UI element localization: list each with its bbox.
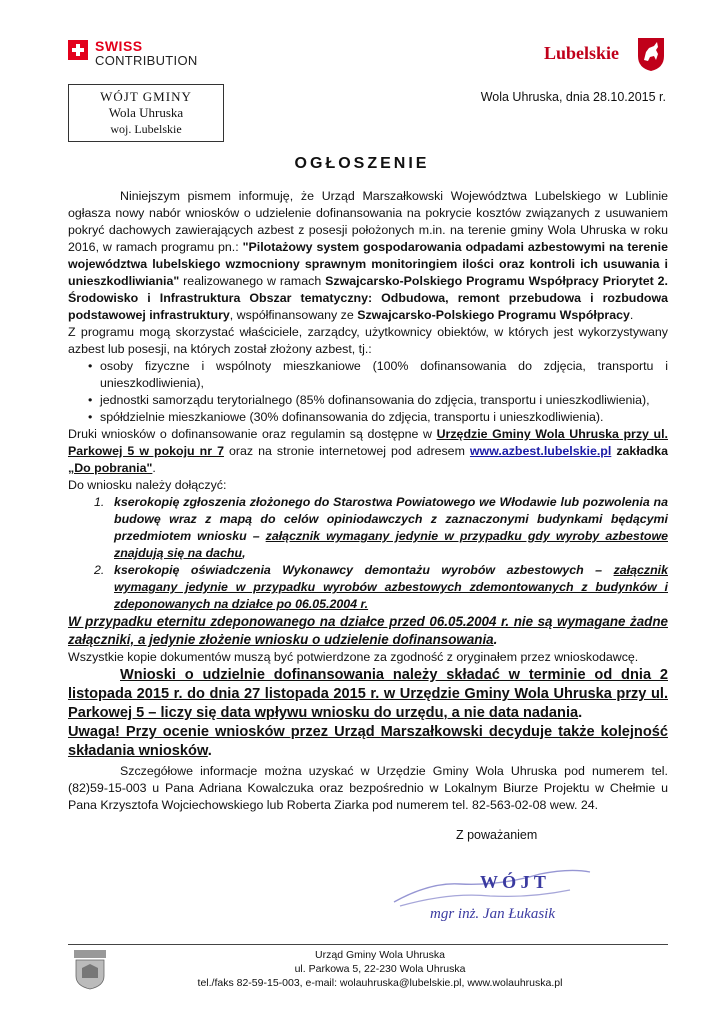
swiss-logo-line2: CONTRIBUTION [95, 53, 198, 68]
list-item: • jednostki samorządu terytorialnego (85% dofinansowania do zdjęcia, transportu i unieszkodliwienia), [68, 392, 668, 409]
greeting: Z poważaniem [456, 828, 538, 842]
paragraph-forms [68, 426, 668, 477]
program-name: "Pilotażowy system gospodarowania odpadami azbestowymi na terenie województwa lubelskiego wzmocniony sprawnym monitoringiem ilości oraz kontroli ich usuwania i unieszkodliwiania" [68, 240, 668, 288]
list-item: • osoby fizyczne i wspólnoty mieszkaniowe (100% dofinansowania do zdjęcia, transportu i unieszkodliwienia), [68, 358, 668, 392]
notice-text: Uwaga! Przy ocenie wniosków przez Urząd Marszałkowski decyduje także kolejność składania wniosków [68, 724, 668, 759]
list-item [68, 562, 668, 613]
eligibility-list [68, 358, 668, 426]
list-item [68, 494, 668, 562]
paragraph-eternit [68, 613, 668, 649]
stamp-line2: Wola Uhruska [108, 105, 184, 120]
forms-text: Druki wniosków o dofinansowanie oraz regulamin są dostępne w [68, 427, 437, 441]
page-title: OGŁOSZENIE [294, 155, 430, 172]
attachments-list [68, 494, 668, 613]
item-number: 1. [94, 495, 105, 509]
swiss-logo-line1: SWISS [95, 38, 143, 54]
azbest-website-link[interactable]: www.azbest.lubelskie.pl [469, 444, 612, 458]
item-number: 2. [94, 563, 105, 577]
lubelskie-logo-text: Lubelskie [544, 43, 620, 63]
priority-name: Szwajcarsko-Polskiego Programu Współpracy Priorytet 2. Środowisko i Infrastruktura Obszar tematyczny: Odbudowa, remont przebudowa i rozbudowa podstawowej infrastruktury [68, 274, 668, 322]
deadline-text: Wnioski o udzielnie dofinansowania należy składać w terminie od dnia 2 listopada 2015 r. do dnia 27 listopada 2015 r. w Urzędzie Gminy Wola Uhruska przy ul. Parkowej 5 – liczy się data wpływu wniosku do urzędu, a nie data nadania [68, 667, 668, 721]
item-text: kserokopię oświadczenia Wykonawcy demontażu wyrobów azbestowych – [114, 563, 614, 577]
intro-cofinanced: , współfinansowany ze [229, 308, 358, 322]
swiss-contribution-logo [68, 38, 208, 74]
item-end: , [242, 546, 246, 560]
document-date: Wola Uhruska, dnia 28.10.2015 r. [480, 90, 666, 104]
paragraph-intro [68, 188, 668, 324]
footer-divider [68, 944, 668, 945]
stamp-line1: WÓJT GMINY [100, 89, 192, 104]
paragraph-eligibility: Z programu mogą skorzystać właściciele, zarządcy, użytkownicy obiektów, w których jest wykorzystywany azbest lub posesji, na których został złożony azbest, tj.: [68, 325, 668, 356]
intro-end: . [629, 308, 634, 322]
signature-title: W Ó J T [480, 872, 546, 892]
document-body [68, 188, 668, 814]
deadline-end: . [578, 705, 583, 721]
swiss-cross-icon [68, 40, 88, 60]
item-condition: załącznik wymagany jedynie w przypadku wyrobów azbestowych zdemontowanych z budynków i zdeponowanych na działce po 06.05.2004 r. [114, 563, 668, 611]
eternit-text: W przypadku eternitu zdeponowanego na działce przed 06.05.2004 r. nie są wymagane żadne załączniki, a jedynie złożenie wniosku o udzielenie dofinansowania [68, 614, 668, 647]
paragraph-notice [68, 723, 668, 761]
footer [110, 948, 650, 990]
paragraph-copies: Wszystkie kopie dokumentów muszą być potwierdzone za zgodność z oryginałem przez wnioskodawcę. [68, 650, 639, 664]
item-text: kserokopię zgłoszenia złożonego do Starostwa Powiatowego we Włodawie lub pozwolenia na budowę wraz z mapą do celów opiniodawczych z zaznaczonymi budynkami będącymi przedmiotem wniosku – [114, 495, 668, 543]
eternit-end: . [493, 632, 498, 647]
lubelskie-logo [544, 36, 668, 76]
paragraph-deadline [68, 666, 668, 723]
paragraph-attachments-intro: Do wniosku należy dołączyć: [68, 478, 227, 492]
signature-stamp [390, 862, 630, 932]
paragraph-contact: Szczegółowe informacje można uzyskać w Urzędzie Gminy Wola Uhruska pod numerem tel. (82)59-15-003 u Pana Adriana Kowalczuka oraz bezpośrednio w Lokalnym Biurze Projektu w Chełmie u Pana Krzysztofa Wojciechowskiego lub Roberta Ziarka pod numerem tel. 82-563-02-08 wew. 24. [68, 764, 668, 812]
signature-name: mgr inż. Jan Łukasik [430, 906, 555, 922]
forms-tab-label: zakładka [611, 444, 668, 458]
office-location: Urzędzie Gminy Wola Uhruska przy ul. Parkowej 5 w pokoju nr 7 [68, 427, 669, 458]
list-item: • spółdzielnie mieszkaniowe (30% dofinansowania do zdjęcia, transportu i unieszkodliwienia). [68, 409, 668, 426]
stamp-line3: woj. Lubelskie [110, 122, 182, 136]
lubelskie-shield-icon [636, 36, 666, 72]
forms-end: . [152, 461, 156, 475]
official-stamp [68, 84, 224, 142]
notice-end: . [207, 743, 212, 759]
download-tab-name: „Do pobrania" [68, 461, 153, 475]
footer-office: Urząd Gminy Wola Uhruska [315, 949, 445, 961]
forms-text-2: oraz na stronie internetowej pod adresem [223, 444, 470, 458]
intro-text: Niniejszym pismem informuję, że Urząd Marszałkowski Województwa Lubelskiego w Lublinie ogłasza nowy nabór wniosków o udzielenie dofinansowania na pokrycie kosztów związanych z usuwaniem pokryć dachowych zawierających azbest z posesji położonych m.in. na terenie gminy Wola Uhruska w roku 2016, w ramach programu pn.: [68, 189, 668, 254]
intro-connector: realizowanego w ramach [179, 274, 326, 288]
swiss-program-name: Szwajcarsko-Polskiego Programu Współpracy [357, 308, 630, 322]
footer-contact: tel./faks 82-59-15-003, e-mail: wolauhruska@lubelskie.pl, www.wolauhruska.pl [197, 977, 563, 989]
municipality-emblem-icon [70, 948, 110, 990]
footer-address: ul. Parkowa 5, 22-230 Wola Uhruska [294, 963, 466, 975]
item-condition: załącznik wymagany jedynie w przypadku gdy wyroby azbestowe znajdują się na dachu [114, 529, 668, 560]
